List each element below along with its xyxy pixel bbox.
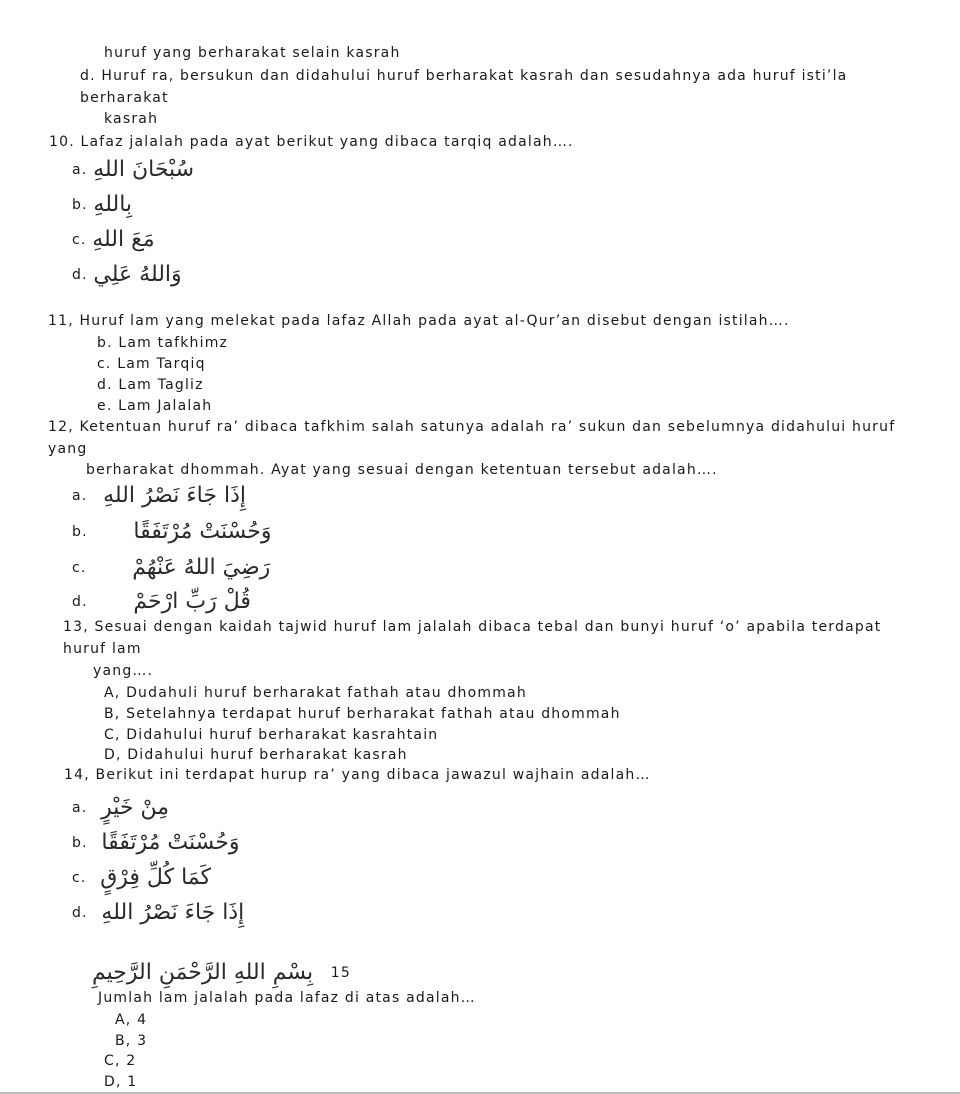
option-letter: a.	[72, 488, 88, 504]
arabic-phrase: كَمَا كُلِّ فِرْقٍ	[100, 865, 211, 890]
arabic-phrase: إِذَا جَاءَ نَصْرُ اللهِ	[101, 900, 245, 925]
question-12-continuation: berharakat dhommah. Ayat yang sesuai dengan ketentuan tersebut adalah….	[86, 462, 718, 478]
question-12: 12, Ketentuan huruf ra’ dibaca tafkhim salah satunya adalah ra’ sukun dan sebelumnya didahului huruf	[48, 419, 896, 435]
continued-text-line: huruf yang berharakat selain kasrah	[104, 45, 401, 61]
question-15-header	[92, 958, 351, 988]
q14-option-c[interactable]	[72, 863, 211, 893]
q12-option-d[interactable]	[72, 587, 251, 617]
q11-option-e[interactable]: e. Lam Jalalah	[97, 398, 213, 414]
option-letter: a.	[72, 800, 88, 816]
option-letter: b.	[72, 524, 88, 540]
arabic-phrase: مَعَ اللهِ	[92, 227, 155, 252]
arabic-phrase: مِنْ خَيْرٍ	[101, 795, 169, 820]
q11-option-b[interactable]: b. Lam tafkhimz	[97, 335, 229, 351]
arabic-phrase: سُبْحَانَ اللهِ	[93, 157, 195, 182]
arabic-phrase: بِاللهِ	[93, 192, 133, 217]
q13-option-a[interactable]: A, Dudahuli huruf berharakat fathah atau dhommah	[104, 685, 527, 701]
question-10: 10. Lafaz jalalah pada ayat berikut yang dibaca tarqiq adalah….	[49, 134, 574, 150]
q14-option-a[interactable]	[72, 793, 169, 823]
option-letter: d.	[72, 594, 88, 610]
q15-option-c[interactable]: C, 2	[104, 1053, 137, 1069]
question-13-continuation: yang….	[93, 663, 154, 679]
question-15: Jumlah lam jalalah pada lafaz di atas adalah…	[98, 990, 476, 1006]
q12-option-a[interactable]	[72, 481, 246, 511]
q14-option-b[interactable]	[72, 828, 240, 858]
arabic-phrase: وَحُسْنَتْ مُرْتَفَقًا	[133, 519, 272, 544]
q15-option-d[interactable]: D, 1	[104, 1074, 138, 1090]
arabic-phrase: وَحُسْنَتْ مُرْتَفَقًا	[101, 830, 240, 855]
q10-option-d[interactable]	[72, 260, 182, 290]
question-13: 13, Sesuai dengan kaidah tajwid huruf lam jalalah dibaca tebal dan bunyi huruf ‘o’ apabila terdapat	[63, 619, 882, 635]
option-letter: c.	[72, 560, 87, 576]
option-d-continuation: kasrah	[104, 111, 159, 127]
question-12-continuation: yang	[48, 441, 88, 457]
question-14: 14, Berikut ini terdapat hurup ra’ yang dibaca jawazul wajhain adalah…	[64, 767, 651, 783]
option-letter: a.	[72, 162, 88, 178]
q10-option-c[interactable]	[72, 225, 155, 255]
q11-option-d[interactable]: d. Lam Tagliz	[97, 377, 204, 393]
q13-option-d[interactable]: D, Didahului huruf berharakat kasrah	[104, 747, 408, 763]
question-11: 11, Huruf lam yang melekat pada lafaz Allah pada ayat al-Qur’an disebut dengan istilah….	[48, 313, 790, 329]
q13-option-b[interactable]: B, Setelahnya terdapat huruf berharakat fathah atau dhommah	[104, 706, 621, 722]
arabic-phrase: وَاللهُ عَلِي	[93, 262, 182, 287]
option-d-continuation: berharakat	[80, 90, 169, 106]
question-13-continuation: huruf lam	[63, 641, 142, 657]
q13-option-c[interactable]: C, Didahului huruf berharakat kasrahtain	[104, 727, 439, 743]
arabic-phrase: قُلْ رَبِّ ارْحَمْ	[133, 589, 251, 614]
q12-option-b[interactable]	[72, 517, 272, 547]
q10-option-b[interactable]	[72, 190, 132, 220]
option-letter: c.	[72, 870, 87, 886]
q15-option-b[interactable]: B, 3	[115, 1033, 148, 1049]
q15-option-a[interactable]: A, 4	[115, 1012, 148, 1028]
q14-option-d[interactable]	[72, 898, 244, 928]
question-15-number: 15	[330, 965, 351, 981]
q10-option-a[interactable]	[72, 155, 194, 185]
arabic-phrase: إِذَا جَاءَ نَصْرُ اللهِ	[103, 483, 246, 508]
option-d-text: d. Huruf ra, bersukun dan didahului huruf berharakat kasrah dan sesudahnya ada huruf isti’la	[80, 68, 848, 84]
basmalah-text: بِسْمِ اللهِ الرَّحْمَنِ الرَّحِيمِ	[92, 960, 314, 985]
arabic-phrase: رَضِيَ اللهُ عَنْهُمْ	[132, 555, 271, 580]
option-letter: b.	[72, 835, 88, 851]
q11-option-c[interactable]: c. Lam Tarqiq	[97, 356, 206, 372]
option-letter: c.	[72, 232, 87, 248]
q12-option-c[interactable]	[72, 553, 270, 583]
option-letter: d.	[72, 905, 88, 921]
option-letter: b.	[72, 197, 88, 213]
option-letter: d.	[72, 267, 88, 283]
